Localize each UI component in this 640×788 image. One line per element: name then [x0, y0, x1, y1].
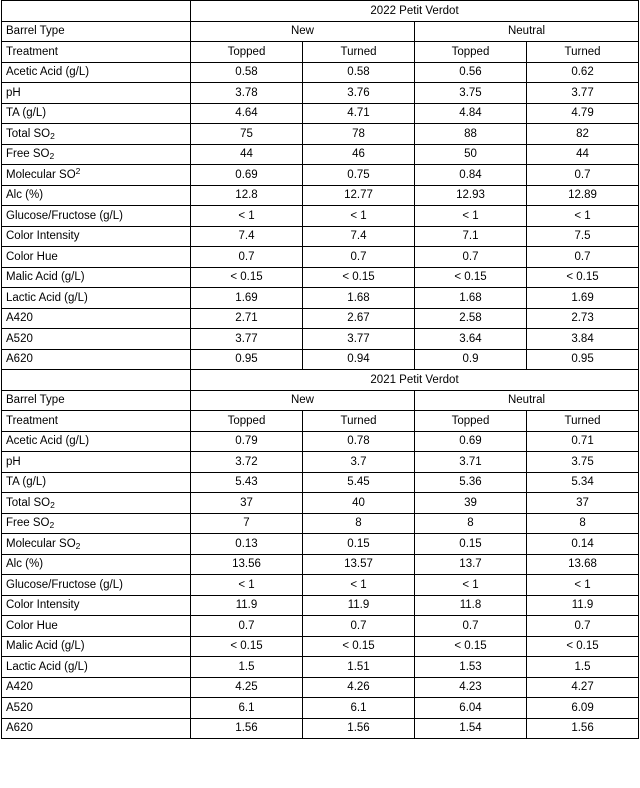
- measure-value: 12.89: [527, 185, 639, 206]
- measure-value: 3.64: [415, 329, 527, 350]
- measure-label: Malic Acid (g/L): [2, 267, 191, 288]
- treatment-column-header: Turned: [527, 411, 639, 432]
- measure-value: 3.77: [191, 329, 303, 350]
- measure-value: 0.15: [415, 534, 527, 555]
- table-row: [2, 554, 639, 575]
- measure-value: 0.7: [527, 616, 639, 637]
- measure-value: 3.75: [527, 452, 639, 473]
- measure-value: 3.84: [527, 329, 639, 350]
- measure-value: 75: [191, 124, 303, 145]
- measure-value: 1.56: [191, 718, 303, 739]
- measure-value: 0.62: [527, 62, 639, 83]
- measure-value: 13.56: [191, 554, 303, 575]
- measure-value: 1.5: [191, 657, 303, 678]
- measure-value: 0.75: [303, 165, 415, 186]
- measure-value: 6.09: [527, 698, 639, 719]
- measure-value: 0.7: [191, 247, 303, 268]
- barrel-type-group: Neutral: [415, 21, 639, 42]
- treatment-column-header: Turned: [303, 411, 415, 432]
- table-row: [2, 247, 639, 268]
- measure-value: 40: [303, 493, 415, 514]
- treatment-row: [2, 411, 639, 432]
- table-title: 2021 Petit Verdot: [191, 370, 639, 391]
- measure-label: A620: [2, 349, 191, 370]
- measure-value: 5.36: [415, 472, 527, 493]
- table-row: [2, 431, 639, 452]
- measure-value: 2.58: [415, 308, 527, 329]
- measure-value: 0.7: [303, 247, 415, 268]
- measure-value: 0.95: [527, 349, 639, 370]
- measure-label: Alc (%): [2, 185, 191, 206]
- treatment-column-header: Turned: [303, 42, 415, 63]
- measure-value: 46: [303, 144, 415, 165]
- measure-value: 0.7: [191, 616, 303, 637]
- table-row: [2, 636, 639, 657]
- table-row: [2, 575, 639, 596]
- measure-value: 4.71: [303, 103, 415, 124]
- table-row: [2, 698, 639, 719]
- measure-value: 4.25: [191, 677, 303, 698]
- treatment-row: [2, 42, 639, 63]
- measure-value: < 1: [303, 575, 415, 596]
- table-row: [2, 452, 639, 473]
- table-row: [2, 677, 639, 698]
- measure-value: 0.78: [303, 431, 415, 452]
- treatment-column-header: Topped: [191, 42, 303, 63]
- measure-label: TA (g/L): [2, 103, 191, 124]
- table-title: 2022 Petit Verdot: [191, 1, 639, 22]
- measure-value: 0.7: [415, 247, 527, 268]
- measure-value: < 1: [191, 206, 303, 227]
- measure-value: 0.69: [191, 165, 303, 186]
- measure-value: 3.71: [415, 452, 527, 473]
- treatment-column-header: Topped: [415, 411, 527, 432]
- measure-value: 0.7: [415, 616, 527, 637]
- measure-value: 0.56: [415, 62, 527, 83]
- measure-value: 7.4: [303, 226, 415, 247]
- measure-value: 50: [415, 144, 527, 165]
- measure-value: 4.64: [191, 103, 303, 124]
- measure-value: 11.9: [191, 595, 303, 616]
- treatment-column-header: Turned: [527, 42, 639, 63]
- measure-value: < 0.15: [191, 267, 303, 288]
- title-row-blank-cell: [2, 1, 191, 22]
- measure-value: 3.75: [415, 83, 527, 104]
- measure-label: A420: [2, 308, 191, 329]
- measure-value: 0.79: [191, 431, 303, 452]
- measure-value: 1.56: [527, 718, 639, 739]
- table-row: [2, 226, 639, 247]
- table-row: [2, 103, 639, 124]
- measure-value: 0.15: [303, 534, 415, 555]
- measure-value: 12.93: [415, 185, 527, 206]
- measure-value: 2.71: [191, 308, 303, 329]
- measure-value: 4.27: [527, 677, 639, 698]
- measure-value: < 0.15: [527, 267, 639, 288]
- table-row: [2, 616, 639, 637]
- measure-value: < 1: [527, 575, 639, 596]
- measure-value: 8: [303, 513, 415, 534]
- measure-label: Color Hue: [2, 247, 191, 268]
- table-row: [2, 493, 639, 514]
- measure-value: 2.67: [303, 308, 415, 329]
- measure-value: 6.1: [191, 698, 303, 719]
- measure-value: 78: [303, 124, 415, 145]
- barrel-type-group: Neutral: [415, 390, 639, 411]
- wine-analysis-tables: [1, 0, 639, 739]
- measure-value: 5.34: [527, 472, 639, 493]
- measure-value: 3.76: [303, 83, 415, 104]
- measure-label: Molecular $SO^2$: [2, 165, 191, 186]
- measure-value: 39: [415, 493, 527, 514]
- measure-label: A520: [2, 329, 191, 350]
- measure-value: 3.77: [303, 329, 415, 350]
- measure-label: Malic Acid (g/L): [2, 636, 191, 657]
- measure-value: 0.58: [191, 62, 303, 83]
- measure-value: 11.9: [527, 595, 639, 616]
- measure-value: 12.8: [191, 185, 303, 206]
- measure-value: 12.77: [303, 185, 415, 206]
- barrel-type-header: Barrel Type: [2, 21, 191, 42]
- measure-value: < 0.15: [415, 267, 527, 288]
- measure-value: < 0.15: [191, 636, 303, 657]
- measure-label: Acetic Acid (g/L): [2, 431, 191, 452]
- measure-label: Color Hue: [2, 616, 191, 637]
- table-row: [2, 185, 639, 206]
- table-row: [2, 165, 639, 186]
- measure-value: 0.13: [191, 534, 303, 555]
- measure-label: Color Intensity: [2, 595, 191, 616]
- table-row: [2, 206, 639, 227]
- table-title-row: [2, 370, 639, 391]
- measure-value: 0.7: [303, 616, 415, 637]
- measure-value: 37: [527, 493, 639, 514]
- measure-value: 13.57: [303, 554, 415, 575]
- measure-label: Lactic Acid (g/L): [2, 288, 191, 309]
- table-row: [2, 718, 639, 739]
- barrel-type-group: New: [191, 390, 415, 411]
- measure-value: 0.7: [527, 247, 639, 268]
- measure-value: 4.23: [415, 677, 527, 698]
- measure-label: Glucose/Fructose (g/L): [2, 206, 191, 227]
- measure-value: 5.45: [303, 472, 415, 493]
- table-row: [2, 534, 639, 555]
- measure-value: 13.68: [527, 554, 639, 575]
- measure-value: 1.68: [303, 288, 415, 309]
- measure-value: 2.73: [527, 308, 639, 329]
- measure-value: 88: [415, 124, 527, 145]
- measure-value: 3.78: [191, 83, 303, 104]
- measure-value: < 1: [415, 575, 527, 596]
- measure-value: 1.56: [303, 718, 415, 739]
- title-row-blank-cell: [2, 370, 191, 391]
- measure-value: 82: [527, 124, 639, 145]
- measure-value: 4.79: [527, 103, 639, 124]
- measure-value: < 1: [527, 206, 639, 227]
- measure-value: < 1: [303, 206, 415, 227]
- measure-value: < 1: [191, 575, 303, 596]
- measure-label: Total $SO_2$: [2, 124, 191, 145]
- measure-value: 0.9: [415, 349, 527, 370]
- measure-value: 8: [415, 513, 527, 534]
- measure-value: 7.4: [191, 226, 303, 247]
- measure-value: 3.7: [303, 452, 415, 473]
- measure-value: 0.14: [527, 534, 639, 555]
- measure-value: 1.69: [191, 288, 303, 309]
- treatment-header: Treatment: [2, 411, 191, 432]
- measure-label: A420: [2, 677, 191, 698]
- measure-value: 0.58: [303, 62, 415, 83]
- table-row: [2, 329, 639, 350]
- measure-value: < 0.15: [415, 636, 527, 657]
- measure-label: Alc (%): [2, 554, 191, 575]
- treatment-header: Treatment: [2, 42, 191, 63]
- measure-value: < 0.15: [303, 267, 415, 288]
- measure-value: 11.8: [415, 595, 527, 616]
- measure-value: 6.04: [415, 698, 527, 719]
- measure-value: 7.5: [527, 226, 639, 247]
- measure-value: 0.7: [527, 165, 639, 186]
- measure-label: Acetic Acid (g/L): [2, 62, 191, 83]
- measure-label: Free $SO_2$: [2, 144, 191, 165]
- measure-label: Free $SO_2$: [2, 513, 191, 534]
- measure-value: 0.71: [527, 431, 639, 452]
- measure-label: A620: [2, 718, 191, 739]
- measure-value: 13.7: [415, 554, 527, 575]
- table-row: [2, 513, 639, 534]
- table-row: [2, 595, 639, 616]
- measure-value: 4.26: [303, 677, 415, 698]
- measure-label: A520: [2, 698, 191, 719]
- measure-value: 1.69: [527, 288, 639, 309]
- measure-label: Color Intensity: [2, 226, 191, 247]
- measure-value: 6.1: [303, 698, 415, 719]
- table-row: [2, 657, 639, 678]
- measure-value: 1.53: [415, 657, 527, 678]
- measure-value: < 0.15: [527, 636, 639, 657]
- table-title-row: [2, 1, 639, 22]
- treatment-column-header: Topped: [415, 42, 527, 63]
- table-row: [2, 83, 639, 104]
- table-row: [2, 308, 639, 329]
- barrel-type-header: Barrel Type: [2, 390, 191, 411]
- table-row: [2, 267, 639, 288]
- barrel-type-group: New: [191, 21, 415, 42]
- measure-value: 0.94: [303, 349, 415, 370]
- barrel-type-row: [2, 390, 639, 411]
- measure-value: 1.5: [527, 657, 639, 678]
- measure-value: 11.9: [303, 595, 415, 616]
- measure-value: 1.68: [415, 288, 527, 309]
- measure-label: pH: [2, 83, 191, 104]
- measure-value: 1.54: [415, 718, 527, 739]
- measure-value: 44: [191, 144, 303, 165]
- measure-value: 44: [527, 144, 639, 165]
- treatment-column-header: Topped: [191, 411, 303, 432]
- measure-value: 3.77: [527, 83, 639, 104]
- measure-label: Total $SO_2$: [2, 493, 191, 514]
- measure-label: Glucose/Fructose (g/L): [2, 575, 191, 596]
- table-row: [2, 62, 639, 83]
- measure-value: 3.72: [191, 452, 303, 473]
- measure-label: pH: [2, 452, 191, 473]
- measure-label: Molecular $SO_2$: [2, 534, 191, 555]
- table-row: [2, 288, 639, 309]
- measure-value: 5.43: [191, 472, 303, 493]
- barrel-type-row: [2, 21, 639, 42]
- measure-value: 0.84: [415, 165, 527, 186]
- measure-value: 37: [191, 493, 303, 514]
- table-row: [2, 144, 639, 165]
- measure-value: 8: [527, 513, 639, 534]
- measure-label: TA (g/L): [2, 472, 191, 493]
- measure-value: 0.95: [191, 349, 303, 370]
- measure-value: 0.69: [415, 431, 527, 452]
- measure-value: 7.1: [415, 226, 527, 247]
- table-row: [2, 124, 639, 145]
- measure-value: < 1: [415, 206, 527, 227]
- measure-label: Lactic Acid (g/L): [2, 657, 191, 678]
- measure-value: 1.51: [303, 657, 415, 678]
- measure-value: 7: [191, 513, 303, 534]
- table-row: [2, 472, 639, 493]
- measure-value: 4.84: [415, 103, 527, 124]
- measure-value: < 0.15: [303, 636, 415, 657]
- table-row: [2, 349, 639, 370]
